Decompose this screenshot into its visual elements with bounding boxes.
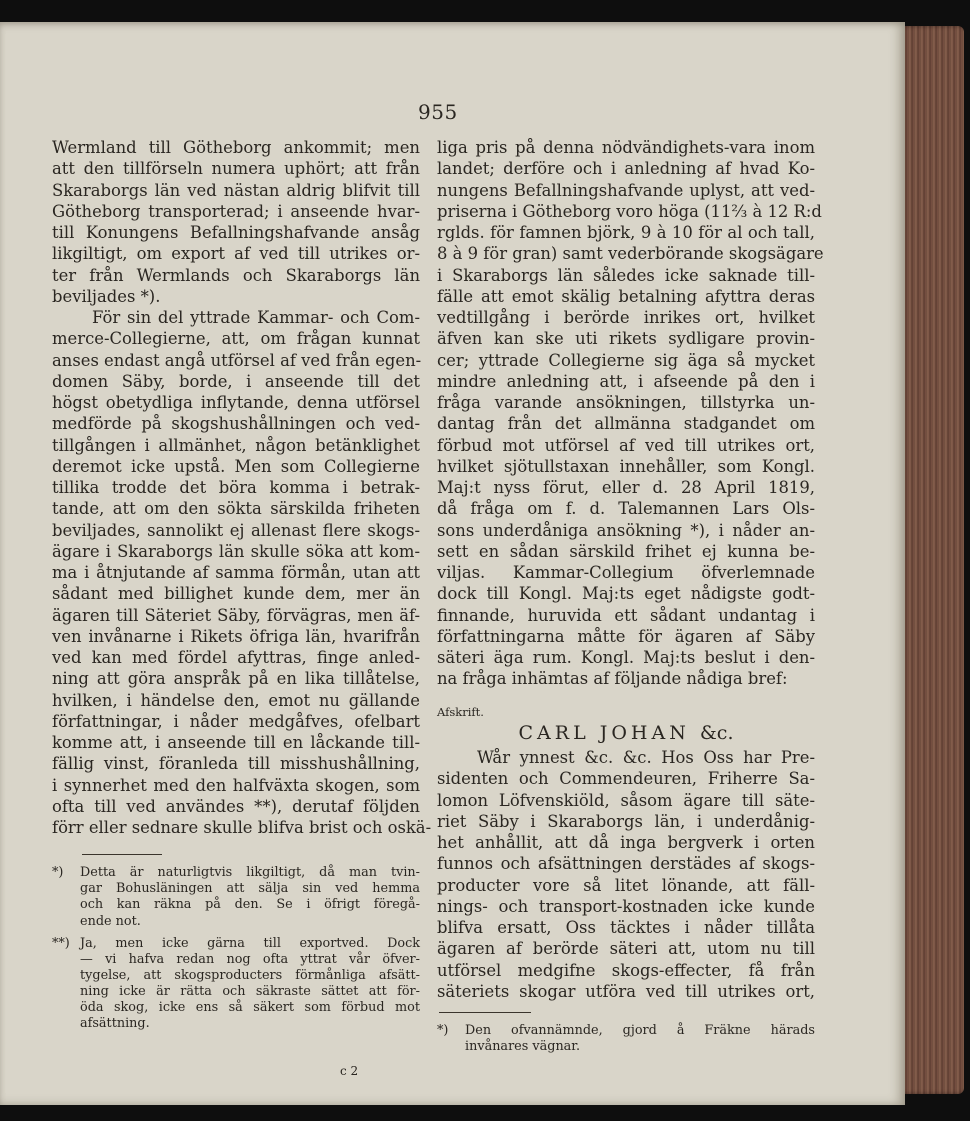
right-column: [437, 137, 824, 1055]
text-line: domen Säby, borde, i anseende till det: [52, 371, 420, 391]
text-line: priserna i Götheborg voro höga (11⅔ à 12 R:d: [437, 201, 822, 221]
footnote: [437, 1023, 815, 1055]
text-line: Skaraborgs län ved nästan aldrig blifvit till: [52, 180, 420, 200]
text-line: cer; yttrade Collegierne sig äga så mycket: [437, 350, 815, 370]
footnotes: [52, 865, 420, 1032]
letter-line: blifva ersatt, Oss täcktes i nåder tillåta: [437, 918, 815, 937]
letter-line: het anhållit, att då inga bergverk i orten: [437, 833, 815, 852]
text-line: förbud mot utförsel af ved till utrikes ort,: [437, 435, 815, 455]
text-line: sådant med billighet kunde dem, mer än: [52, 584, 420, 604]
text-line: ofta till ved användes **), derutaf följden: [52, 796, 420, 816]
text-line: nungens Befallningshafvande uplyst, att ved-: [437, 180, 815, 200]
text-line: liga pris på denna nödvändighets-vara inom: [437, 138, 815, 157]
text-line: rglds. för famnen björk, 9 à 10 för al och tall,: [437, 223, 815, 242]
text-line: likgiltigt, om export af ved till utrikes or-: [52, 244, 420, 264]
text-line: ven invånarne i Rikets öfriga län, hvarifrån: [52, 626, 420, 646]
footnote-line: afsättning.: [80, 1016, 150, 1032]
text-line: na fråga inhämtas af följande nådiga bref:: [437, 669, 788, 689]
text-line: hvilken, i händelse den, emot nu gällande: [52, 690, 420, 710]
footnote-mark: **): [52, 935, 70, 951]
signature-mark: c 2: [340, 1064, 359, 1078]
afskrift-label: Afskrift.: [437, 704, 484, 719]
text-line: i Skaraborgs län således icke saknade till-: [437, 265, 815, 285]
text-line: författningar, i nåder medgåfves, ofelbart: [52, 711, 420, 731]
footnote: [52, 936, 420, 1033]
footnote-rule: [439, 1012, 531, 1013]
text-line: ter från Wermlands och Skaraborgs län: [52, 265, 420, 285]
text-line: beviljades *).: [52, 286, 161, 306]
letter-line: ägaren af berörde säteri att, utom nu till: [437, 939, 815, 959]
letter-heading: [437, 723, 815, 744]
text-line: att den tillförseln numera uphört; att från: [52, 159, 420, 179]
text-line: Wermland till Götheborg ankommit; men: [52, 138, 420, 157]
footnote-line: tygelse, att skogsproducters förmånliga afsätt-: [80, 967, 420, 983]
footnotes: [437, 1023, 815, 1055]
text-line: merce-Collegierne, att, om frågan kunnat: [52, 329, 420, 349]
letter-heading-suffix: &c.: [699, 721, 734, 744]
footnote-line: Detta är naturligtvis likgiltigt, då man tvin-: [80, 865, 420, 881]
letter-heading-name: CARL JOHAN: [518, 721, 690, 744]
left-column: [52, 137, 432, 1032]
text-line: fälle att emot skälig betalning afyttra deras: [437, 286, 815, 306]
page-number: 955: [418, 100, 458, 124]
text-line: då fråga om f. d. Talemannen Lars Ols-: [437, 499, 815, 519]
letter-line: utförsel medgifne skogs-effecter, få från: [437, 960, 815, 980]
letter-line: sidenten och Commendeuren, Friherre Sa-: [437, 769, 815, 789]
text-line: vedtillgång i berörde inrikes ort, hvilket: [437, 308, 815, 327]
text-line: fråga varande ansökningen, tillstyrka un-: [437, 393, 815, 412]
letter-line: producter vore så litet lönande, att fäll-: [437, 875, 815, 895]
text-line: Götheborg transporterad; i anseende hvar-: [52, 201, 420, 221]
text-line: förr eller sednare skulle blifva brist och oskä-: [52, 818, 432, 837]
text-line: ägare i Skaraborgs län skulle söka att kom-: [52, 541, 420, 561]
footnote-mark: *): [52, 865, 64, 881]
text-line: tande, att om den sökta särskilda friheten: [52, 499, 420, 519]
text-line: tillgången i allmänhet, någon betänklighet: [52, 435, 420, 455]
footnote-line: ning icke är rätta och säkraste sättet att för-: [80, 983, 420, 999]
footnote-line: Den ofvannämnde, gjord å Fräkne härads: [465, 1023, 815, 1038]
text-line: fällig vinst, föranleda till misshushållning,: [52, 754, 420, 774]
text-line: deremot icke upstå. Men som Collegierne: [52, 456, 420, 476]
text-line: dantag från det allmänna stadgandet om: [437, 414, 815, 434]
text-line: beviljades, sannolikt ej allenast flere skogs-: [52, 520, 420, 540]
text-line: sett en sådan särskild frihet ej kunna be-: [437, 541, 815, 561]
footnote: [52, 865, 420, 929]
text-line: landet; derföre och i anledning af hvad Ko-: [437, 159, 815, 179]
text-line: säteri äga rum. Kongl. Maj:ts beslut i den-: [437, 648, 815, 667]
footnote-line: ende not.: [80, 913, 141, 929]
text-line: 8 à 9 för gran) samt vederbörande skogsägare: [437, 244, 824, 264]
text-line: i synnerhet med den halfväxta skogen, som: [52, 775, 420, 795]
text-line: mindre anledning att, i afseende på den i: [437, 371, 815, 391]
text-line: anses endast angå utförsel af ved från egen-: [52, 350, 422, 370]
text-line: författningarna måtte för ägaren af Säby: [437, 626, 815, 646]
footnote-line: — vi hafva redan nog ofta yttrat vår öfver-: [80, 951, 420, 967]
text-line: tillika trodde det böra komma i betrak-: [52, 478, 420, 497]
footnote-line: gar Bohusläningen att sälja sin ved hemma: [80, 881, 420, 897]
text-line: För sin del yttrade Kammar- och Com-: [92, 308, 420, 327]
text-line: ning att göra anspråk på en lika tillåtelse,: [52, 669, 420, 689]
text-line: medförde på skogshushållningen och ved-: [52, 414, 420, 434]
text-line: sons underdåniga ansökning *), i nåder an-: [437, 520, 815, 540]
text-line: dock till Kongl. Maj:ts eget nådigste godt-: [437, 584, 815, 604]
text-line: till Konungens Befallningshafvande ansåg: [52, 223, 420, 242]
letter-line: lomon Löfvenskiöld, såsom ägare till säte-: [437, 790, 815, 810]
book-page: [0, 22, 905, 1105]
letter-line: funnos och afsättningen derstädes af skogs-: [437, 854, 815, 874]
footnote-line: öda skog, icke ens så säkert som förbud mot: [80, 1000, 420, 1015]
text-line: Maj:t nyss förut, eller d. 28 April 1819,: [437, 478, 815, 497]
letter-line: nings- och transport-kostnaden icke kunde: [437, 896, 815, 916]
text-line: komme att, i anseende till en låckande till-: [52, 733, 420, 752]
text-line: äfven kan ske uti rikets sydligare provin-: [437, 329, 815, 349]
text-line: viljas. Kammar-Collegium öfverlemnade: [437, 563, 815, 582]
letter-line: säteriets skogar utföra ved till utrikes ort,: [437, 981, 815, 1001]
footnote-line: Ja, men icke gärna till exportved. Dock: [80, 935, 420, 951]
footnote-mark: *): [437, 1023, 449, 1038]
text-line: ma i åtnjutande af samma förmån, utan att: [52, 563, 420, 582]
letter-line: riet Säby i Skaraborgs län, i underdånig-: [437, 811, 815, 831]
text-line: ägaren till Säteriet Säby, förvägras, men äf-: [52, 605, 420, 625]
letter-line: Wår ynnest &c. &c. Hos Oss har Pre-: [477, 748, 815, 767]
text-line: ved kan med fördel afyttras, finge anled-: [52, 648, 420, 667]
text-line: hvilket sjötullstaxan innehåller, som Kongl.: [437, 456, 815, 476]
text-line: finnande, huruvida ett sådant undantag i: [437, 605, 815, 625]
text-line: högst obetydliga inflytande, denna utförsel: [52, 393, 420, 412]
footnote-rule: [82, 854, 162, 855]
footnote-line: invånares vägnar.: [465, 1039, 581, 1055]
footnote-line: och kan räkna på den. Se i öfrigt föregå-: [80, 897, 420, 913]
